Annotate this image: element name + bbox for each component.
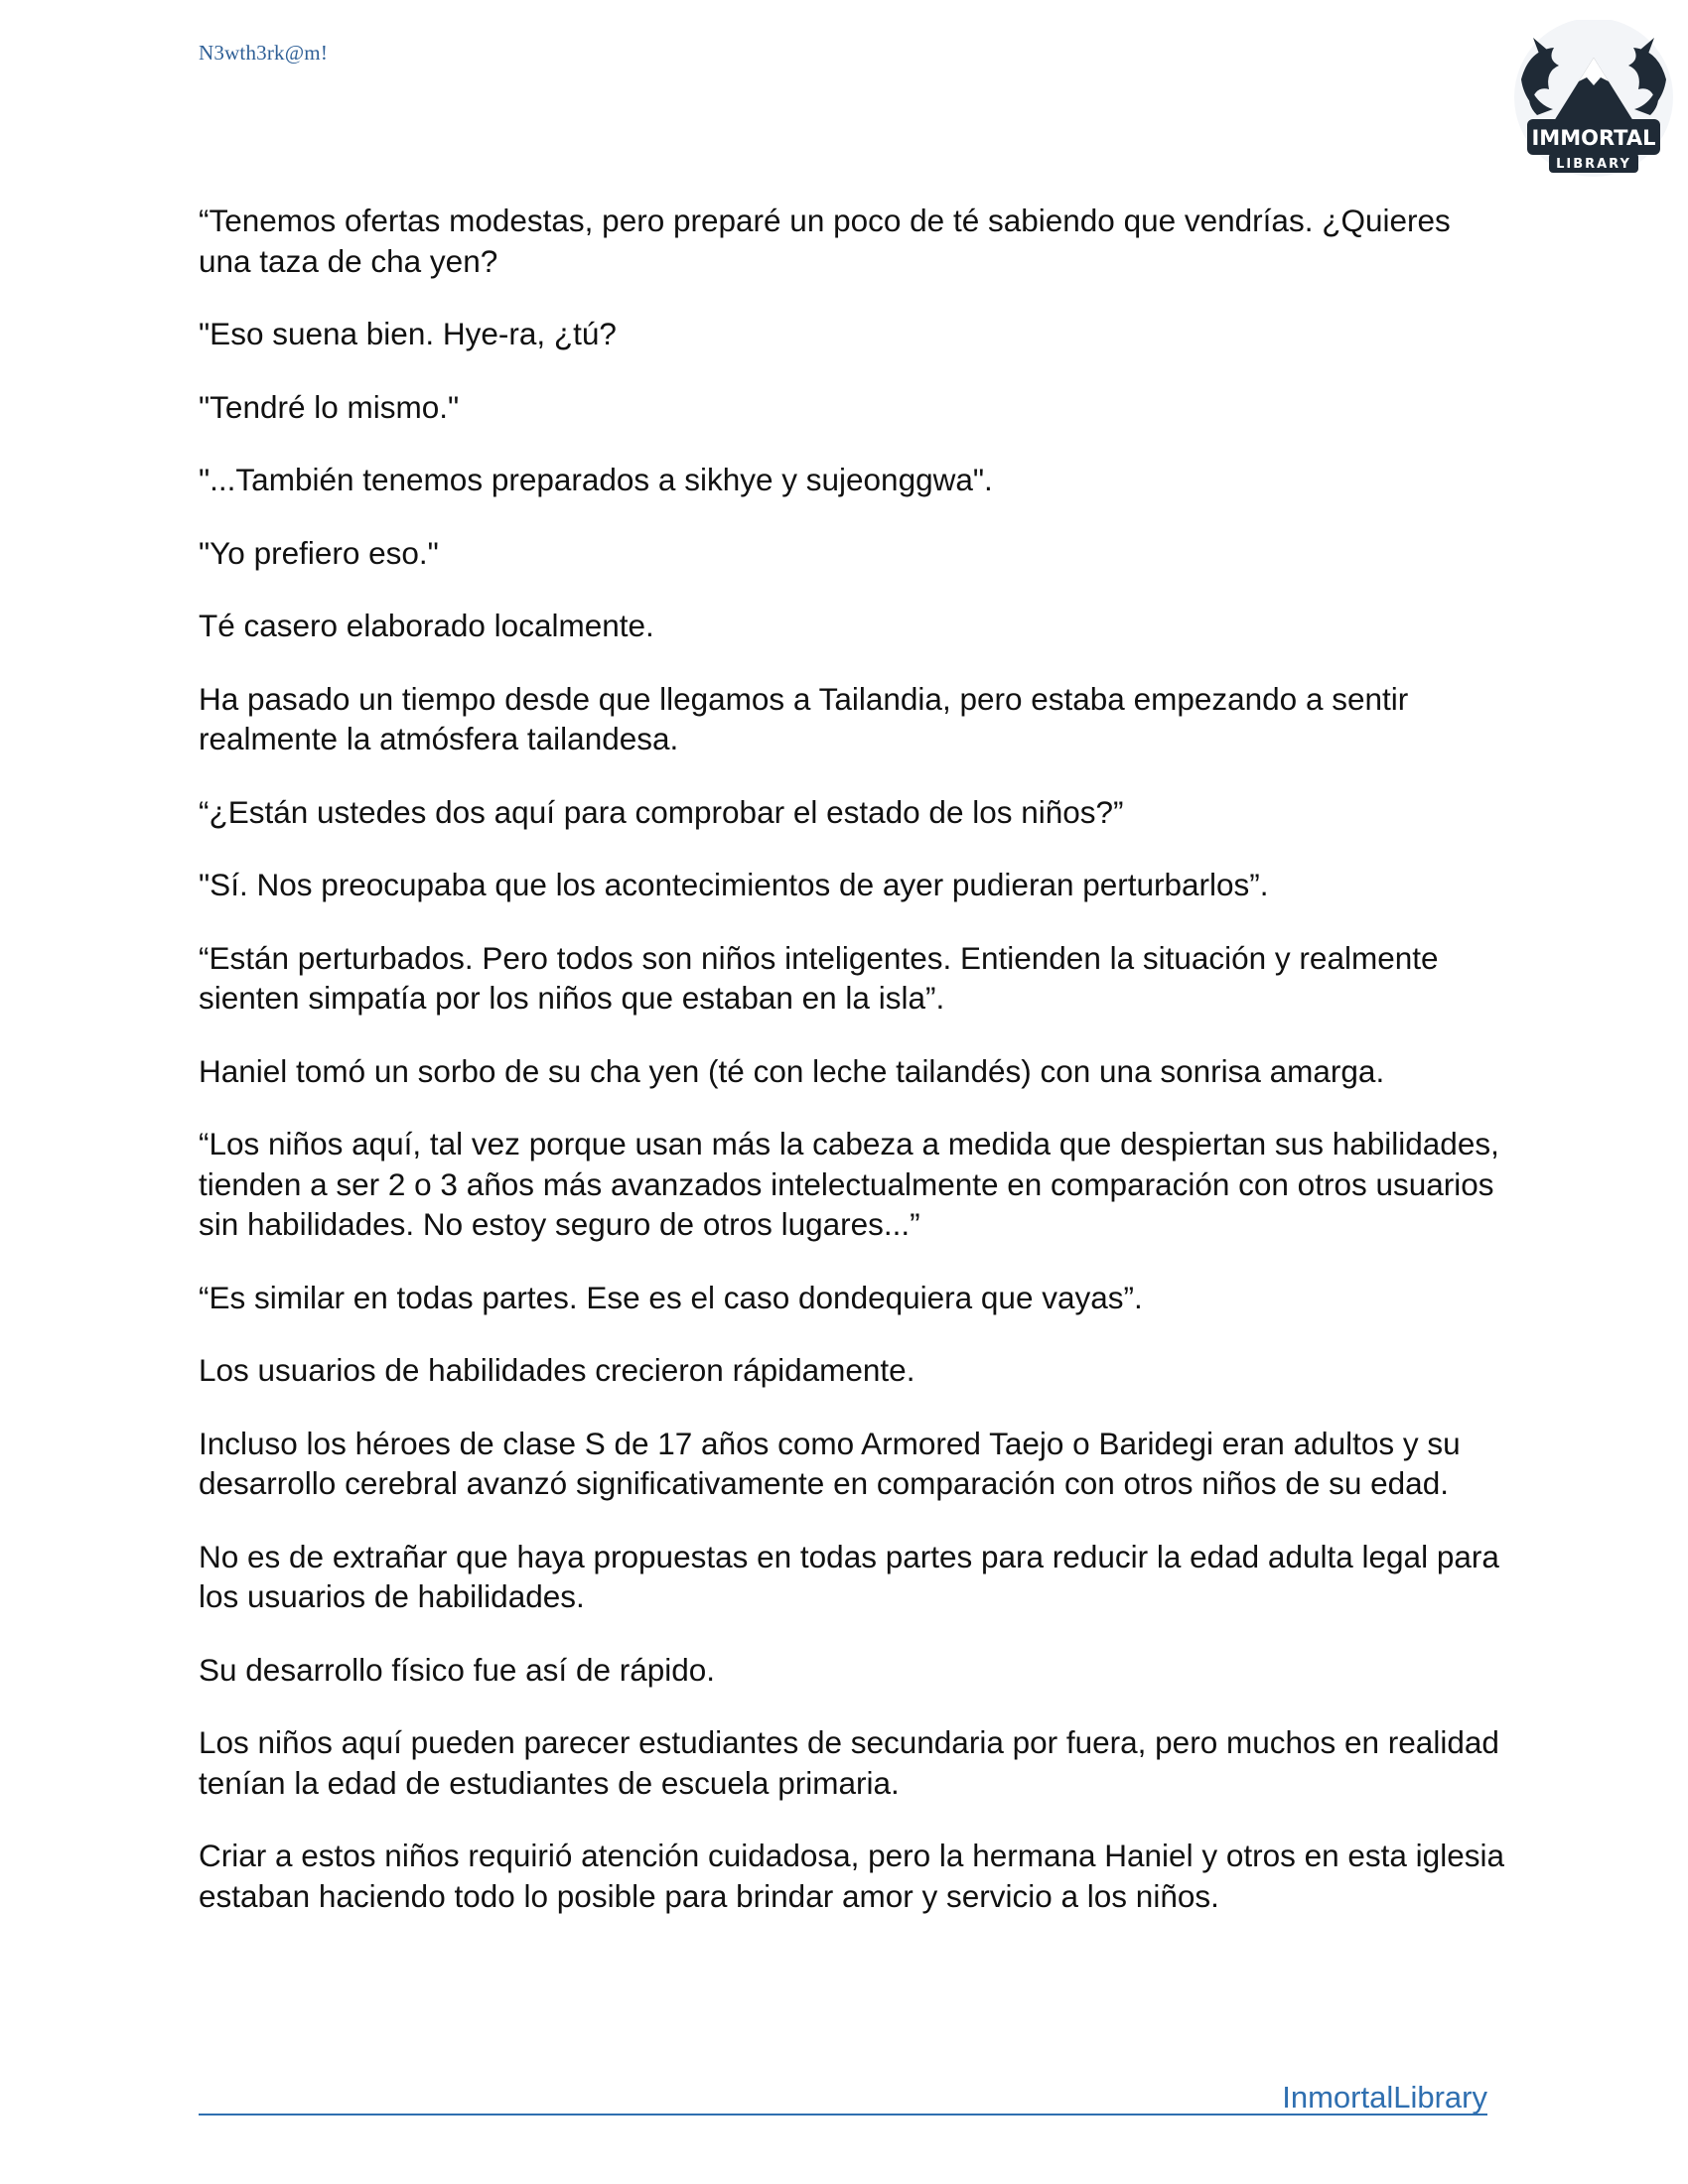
- paragraph: “¿Están ustedes dos aquí para comprobar el estado de los niños?”: [199, 793, 1124, 830]
- paragraph: “Los niños aquí, tal vez porque usan más la cabeza a medida que despiertan sus habilidades, tienden a ser 2 o 3 años más avanzados intelectualmente en comparación con otros usuarios sin habilidades. No estoy seguro de otros lugares...”: [199, 1126, 1499, 1242]
- paragraph: Haniel tomó un sorbo de su cha yen (té con leche tailandés) con una sonrisa amarga.: [199, 1052, 1385, 1089]
- footer-link[interactable]: InmortalLibrary: [1282, 2080, 1487, 2115]
- dragon-mountain-emblem-icon: [1521, 38, 1666, 173]
- paragraph: Los usuarios de habilidades crecieron rápidamente.: [199, 1352, 915, 1388]
- paragraph: Su desarrollo físico fue así de rápido.: [199, 1651, 716, 1688]
- paragraph: "Eso suena bien. Hye-ra, ¿tú?: [199, 316, 617, 351]
- paragraph: Criar a estos niños requirió atención cuidadosa, pero la hermana Haniel y otros en esta iglesia estaban haciendo todo lo posible para brindar amor y servicio a los niños.: [199, 1838, 1504, 1914]
- paragraph: “Es similar en todas partes. Ese es el caso dondequiera que vayas”.: [199, 1279, 1143, 1315]
- header-tag: N3wth3rk@m!: [199, 41, 329, 65]
- immortal-library-logo: [1509, 20, 1678, 189]
- logo-text-line2: LIBRARY: [1556, 157, 1631, 172]
- paragraph: Té casero elaborado localmente.: [199, 608, 654, 643]
- paragraph: “Tenemos ofertas modestas, pero preparé un poco de té sabiendo que vendrías. ¿Quieres una taza de cha yen?: [199, 203, 1451, 279]
- paragraph: “Están perturbados. Pero todos son niños inteligentes. Entienden la situación y realmente sienten simpatía por los niños que estaban en la isla”.: [199, 939, 1439, 1016]
- paragraph: Los niños aquí pueden parecer estudiantes de secundaria por fuera, pero muchos en realidad tenían la edad de estudiantes de escuela primaria.: [199, 1724, 1499, 1801]
- paragraph: "Tendré lo mismo.": [199, 388, 460, 425]
- logo-text-line1: IMMORTAL: [1531, 126, 1656, 150]
- paragraph: Incluso los héroes de clase S de 17 años como Armored Taejo o Baridegi eran adultos y su desarrollo cerebral avanzó significativamente en comparación con otros niños de su edad.: [199, 1425, 1461, 1501]
- paragraph: Ha pasado un tiempo desde que llegamos a Tailandia, pero estaba empezando a sentir realmente la atmósfera tailandesa.: [199, 680, 1409, 756]
- document-body: [199, 201, 1509, 1949]
- paragraph: "...También tenemos preparados a sikhye y sujeonggwa".: [199, 462, 993, 497]
- paragraph: "Sí. Nos preocupaba que los acontecimientos de ayer pudieran perturbarlos”.: [199, 867, 1269, 902]
- paragraph: No es de extrañar que haya propuestas en todas partes para reducir la edad adulta legal para los usuarios de habilidades.: [199, 1538, 1499, 1614]
- paragraph: "Yo prefiero eso.": [199, 534, 439, 571]
